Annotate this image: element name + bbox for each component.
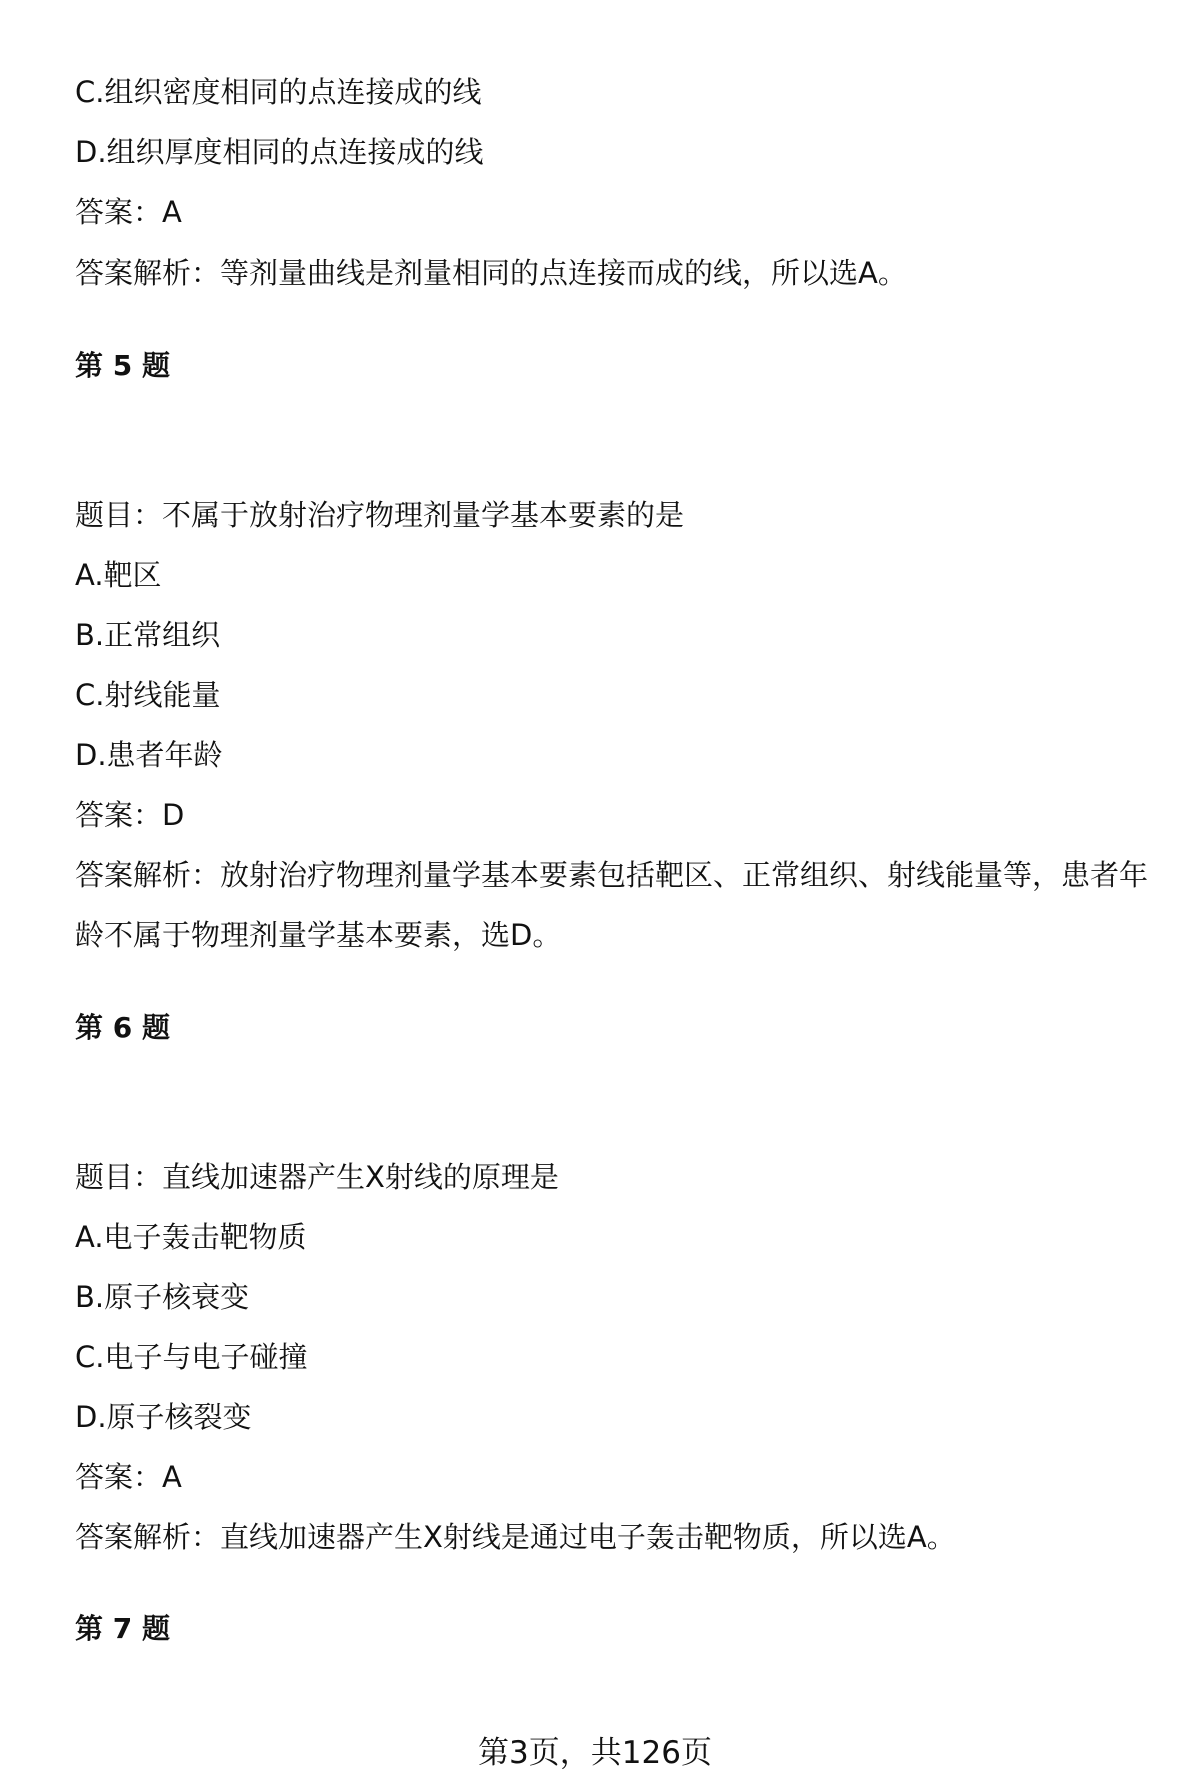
q6-answer: 答案：A bbox=[75, 1460, 182, 1494]
q5-analysis: 答案解析：放射治疗物理剂量学基本要素包括靶区、正常组织、射线能量等，患者年龄不属于物理剂量学基本要素，选D。 bbox=[75, 858, 1149, 952]
q4-answer: 答案：A bbox=[75, 195, 182, 229]
q5-option-b: B.正常组织 bbox=[75, 618, 221, 652]
q4-option-d: D.组织厚度相同的点连接成的线 bbox=[75, 135, 484, 169]
q5-option-c: C.射线能量 bbox=[75, 678, 221, 712]
q6-option-b: B.原子核衰变 bbox=[75, 1280, 250, 1314]
q7-heading: 第 7 题 bbox=[75, 1612, 170, 1645]
q5-option-a: A.靶区 bbox=[75, 558, 162, 592]
q6-heading: 第 6 题 bbox=[75, 1011, 170, 1044]
q6-option-a: A.电子轰击靶物质 bbox=[75, 1220, 307, 1254]
q4-option-c: C.组织密度相同的点连接成的线 bbox=[75, 75, 482, 109]
q5-answer: 答案：D bbox=[75, 798, 185, 832]
q6-stem: 题目：直线加速器产生X射线的原理是 bbox=[75, 1160, 559, 1194]
q5-stem: 题目：不属于放射治疗物理剂量学基本要素的是 bbox=[75, 498, 685, 532]
q5-heading: 第 5 题 bbox=[75, 349, 170, 382]
q6-analysis: 答案解析：直线加速器产生X射线是通过电子轰击靶物质，所以选A。 bbox=[75, 1520, 956, 1554]
page-number-footer: 第3页，共126页 bbox=[478, 1735, 712, 1771]
q4-analysis: 答案解析：等剂量曲线是剂量相同的点连接而成的线，所以选A。 bbox=[75, 256, 907, 290]
q5-option-d: D.患者年龄 bbox=[75, 738, 223, 772]
q6-option-c: C.电子与电子碰撞 bbox=[75, 1340, 308, 1374]
q6-option-d: D.原子核裂变 bbox=[75, 1400, 252, 1434]
